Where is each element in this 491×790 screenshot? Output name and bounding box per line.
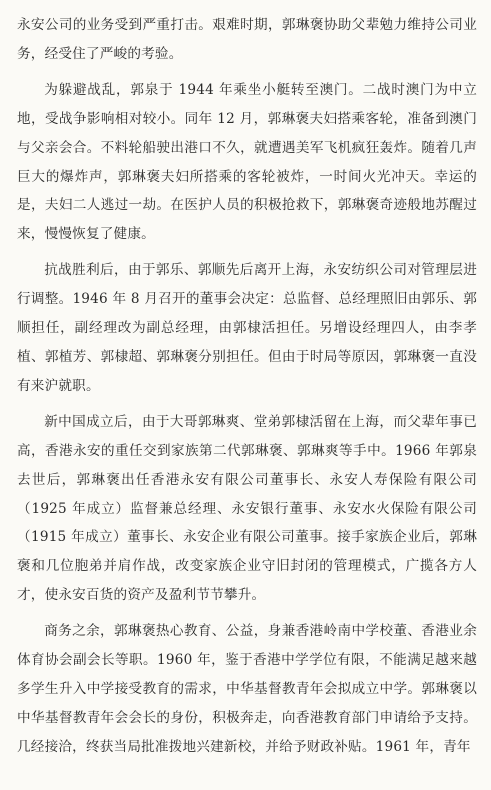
paragraph-5: 商务之余，郭琳褒热心教育、公益，身兼香港岭南中学校董、香港业余体育协会副会长等职。1960 年，鉴于香港中学学位有限，不能满足越来越多学生升入中学接受教育的需求，中华基督教青年会拟成立中学。郭琳褒以中华基督教青年会会长的身份，积极奔走，向香港教育部门申请给予支持。几经接洽，终获当局批准拨地兴建新校，并给予财政补贴。1961 年，青年 (17, 623, 477, 755)
paragraph-3: 抗战胜利后，由于郭乐、郭顺先后离开上海，永安纺织公司对管理层进行调整。1946 年 8 月召开的董事会决定：总监督、总经理照旧由郭乐、郭顺担任，副经理改为副总经理，由郭棣活担任。另增设经理四人，由李孝植、郭植芳、郭棣超、郭琳褒分别担任。但由于时局等原因，郭琳褒一直没有来沪就职。 (17, 262, 477, 394)
paragraph-4: 新中国成立后，由于大哥郭琳爽、堂弟郭棣活留在上海，而父辈年事已高，香港永安的重任交到家族第二代郭琳褒、郭琳爽等手中。1966 年郭泉去世后，郭琳褒出任香港永安有限公司董事长、永安人寿保险有限公司（1925 年成立）监督兼总经理、永安银行董事、永安水火保险有限公司（1915 年成立）董事长、永安企业有限公司董事。接手家族企业后，郭琳褒和几位胞弟并肩作战，改变家族企业守旧封闭的管理模式，广揽各方人才，使永安百货的资产及盈利节节攀升。 (17, 413, 477, 604)
paragraph-2: 为躲避战乱，郭泉于 1944 年乘坐小艇转至澳门。二战时澳门为中立地，受战争影响相对较小。同年 12 月，郭琳褒夫妇搭乘客轮，准备到澳门与父亲会合。不料轮船驶出港口不久，就遭遇美军飞机疯狂轰炸。随着几声巨大的爆炸声，郭琳褒夫妇所搭乘的客轮被炸，一时间火光冲天。幸运的是，夫妇二人逃过一劫。在医护人员的积极抢救下，郭琳褒奇迹般地苏醒过来，慢慢恢复了健康。 (17, 81, 477, 243)
paragraph-1: 永安公司的业务受到严重打击。艰难时期，郭琳褒协助父辈勉力维持公司业务，经受住了严峻的考验。 (17, 17, 477, 62)
